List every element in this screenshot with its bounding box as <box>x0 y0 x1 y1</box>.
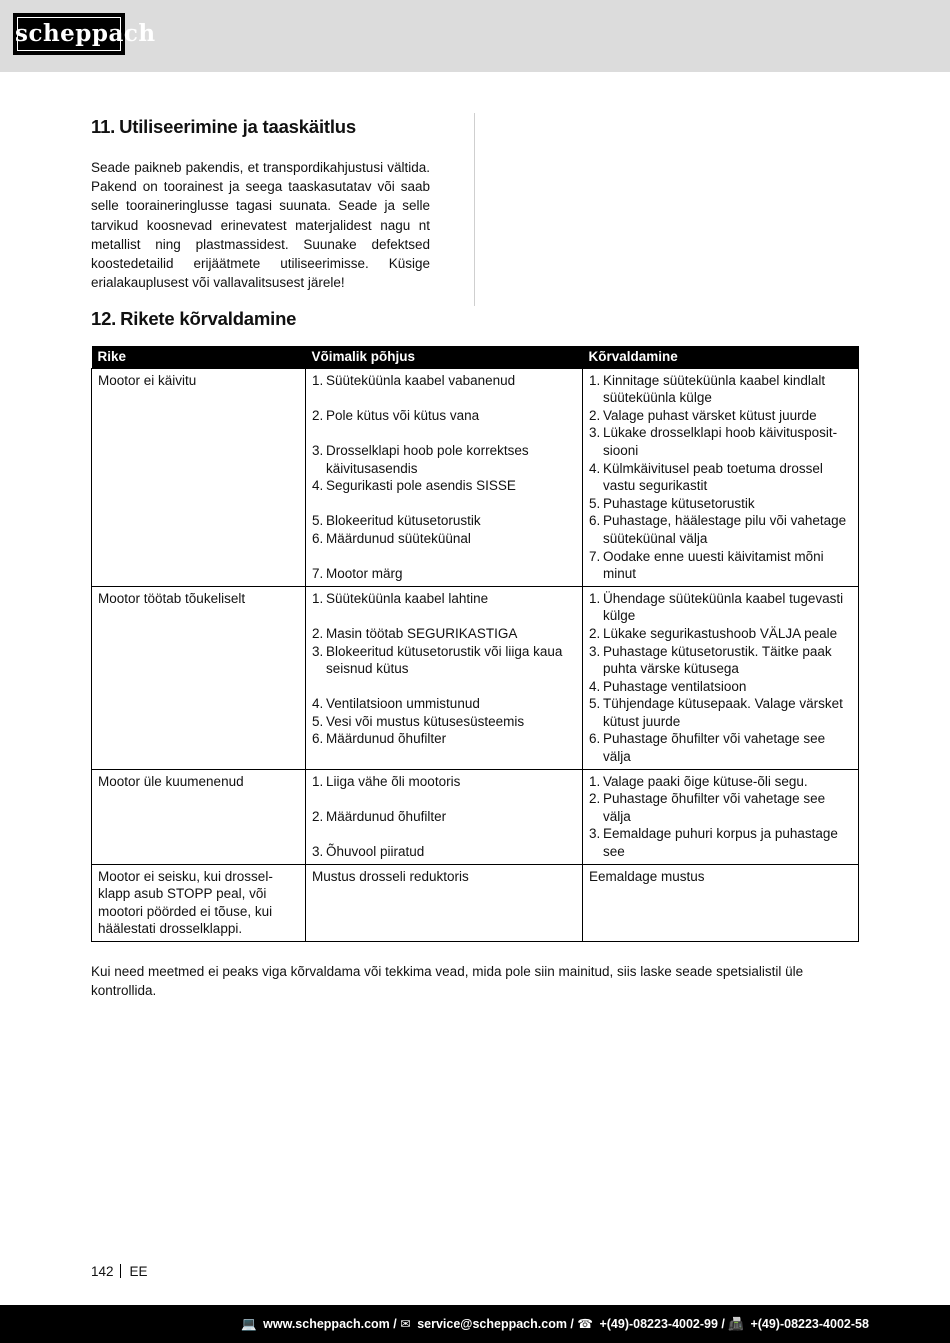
fault-cell: Mootor ei käivitu <box>92 368 306 586</box>
cause-item <box>312 530 576 565</box>
cause-item <box>312 477 576 512</box>
cause-cell <box>306 769 583 864</box>
remedy-text: Puhastage kütusetorustik. Täitke paak puhta värske kütusega <box>603 643 832 677</box>
remedy-item <box>589 825 852 860</box>
footer-email[interactable]: service@scheppach.com / <box>417 1317 574 1331</box>
cause-text: Pole kütus või kütus vana <box>326 407 480 423</box>
cause-number: 2. <box>312 407 324 423</box>
remedy-text: Valage puhast värsket kütust juurde <box>603 407 817 423</box>
cause-number: 6. <box>312 530 324 546</box>
footer-fax: +(49)-08223-4002-58 <box>750 1317 869 1331</box>
section-11-number: 11. <box>91 116 116 137</box>
section-11-body: Seade paikneb pakendis, et transpordikahjustusi vältida. Pakend on toorainest ja seega taaskasutatav või saab selle tooraineringlusse tagasi suunata. Seade ja selle tarvikud koosnevad erinevatest materjalidest nagu nt metallist ning plastmassidest. Suunake defektsed koostedetailid erijäätmete utiliseerimisse. Küsige erialakauplusest või vallavalitsusest järele! <box>91 160 430 291</box>
cause-text: Ventilatsioon ummistunud <box>326 696 480 712</box>
remedy-number: 7. <box>589 548 601 564</box>
remedy-text: Valage paaki õige kütuse-õli segu. <box>603 773 808 789</box>
column-divider <box>474 113 475 306</box>
page-number <box>91 1264 148 1279</box>
remedy-item <box>589 773 852 791</box>
header-band <box>0 0 950 72</box>
cause-cell: Mustus drosseli reduktoris <box>306 864 583 941</box>
cause-number: 2. <box>312 808 324 824</box>
cause-item <box>312 372 576 407</box>
fax-icon: 📠 <box>728 1317 744 1331</box>
cause-text: Määrdunud süüteküünal <box>326 530 471 546</box>
cause-list <box>312 590 576 748</box>
remedy-number: 2. <box>589 625 601 641</box>
fault-cell: Mootor töötab tõukeliselt <box>92 586 306 769</box>
remedy-item <box>589 790 852 825</box>
remedy-item <box>589 590 852 625</box>
section-11-title: Utiliseerimine ja taaskäitlus <box>119 116 356 137</box>
remedy-number: 1. <box>589 590 601 606</box>
remedy-number: 3. <box>589 826 601 842</box>
cause-item <box>312 590 576 625</box>
cause-cell <box>306 586 583 769</box>
header-cause: Võimalik põhjus <box>306 346 583 368</box>
cause-text: Masin töötab SEGURIKASTIGA <box>326 625 518 641</box>
footer-bar <box>0 1305 950 1343</box>
remedy-item <box>589 730 852 765</box>
remedy-list <box>589 773 852 861</box>
cause-item <box>312 843 576 861</box>
cause-text: Drosselklapi hoob pole korrektses käivitusasendis <box>326 442 529 476</box>
cause-cell <box>306 368 583 586</box>
cause-text: Mootor märg <box>326 566 403 582</box>
cause-item <box>312 773 576 808</box>
remedy-item <box>589 407 852 425</box>
cause-number: 1. <box>312 590 324 606</box>
remedy-item <box>589 424 852 459</box>
cause-number: 4. <box>312 478 324 494</box>
cause-number: 2. <box>312 625 324 641</box>
remedy-item <box>589 460 852 495</box>
cause-item <box>312 625 576 643</box>
remedy-item <box>589 695 852 730</box>
cause-text: Määrdunud õhufilter <box>326 731 447 747</box>
cause-item <box>312 565 576 583</box>
cause-list <box>312 372 576 583</box>
cause-list <box>312 773 576 861</box>
cause-number: 5. <box>312 513 324 529</box>
cause-text: Määrdunud õhufilter <box>326 808 447 824</box>
cause-number: 3. <box>312 442 324 458</box>
cause-item <box>312 407 576 442</box>
footer-phone: +(49)-08223-4002-99 / <box>599 1317 725 1331</box>
table-row <box>92 586 859 769</box>
remedy-cell <box>583 769 859 864</box>
section-12-number: 12. <box>91 308 117 329</box>
cause-item <box>312 442 576 477</box>
section-12-heading <box>91 308 296 330</box>
remedy-item <box>589 643 852 678</box>
table-row <box>92 769 859 864</box>
cause-item <box>312 808 576 843</box>
header-remedy: Kõrvaldamine <box>583 346 859 368</box>
fault-cell: Mootor üle kuumenenud <box>92 769 306 864</box>
cause-text: Segurikasti pole asendis SISSE <box>326 478 516 494</box>
cause-item <box>312 730 576 748</box>
remedy-text: Lükake drosselklapi hoob käivituspositsiooni <box>603 425 838 458</box>
cause-number: 4. <box>312 696 324 712</box>
table-row <box>92 368 859 586</box>
remedy-number: 5. <box>589 495 601 511</box>
remedy-number: 3. <box>589 643 601 659</box>
remedy-text: Puhastage ventilatsioon <box>603 678 747 694</box>
remedy-text: Tühjendage kütusepaak. Valage värsket kütust juurde <box>603 696 843 729</box>
remedy-number: 6. <box>589 513 601 529</box>
remedy-number: 1. <box>589 773 601 789</box>
cause-text: Süüteküünla kaabel lahtine <box>326 590 489 606</box>
remedy-text: Külmkäivitusel peab toetuma drossel vastu segurikastit <box>603 460 823 494</box>
cause-number: 1. <box>312 372 324 388</box>
remedy-text: Lükake segurikastushoob VÄLJA peale <box>603 625 838 641</box>
remedy-item <box>589 678 852 696</box>
scheppach-logo: scheppach <box>13 13 125 55</box>
remedy-text: Oodake enne uuesti käivitamist mõni minut <box>603 548 824 582</box>
cause-number: 1. <box>312 773 324 789</box>
cause-text: Liiga vähe õli mootoris <box>326 773 461 789</box>
remedy-item <box>589 512 852 547</box>
remedy-item <box>589 625 852 643</box>
page-language: EE <box>129 1264 148 1279</box>
remedy-text: Eemaldage puhuri korpus ja puhastage see <box>603 826 838 860</box>
remedy-text: Kinnitage süüteküünla kaabel kindlalt süüteküünla külge <box>603 372 826 406</box>
remedy-text: Puhastage õhufilter või vahetage see välja <box>603 791 826 824</box>
cause-item <box>312 695 576 713</box>
troubleshooting-table <box>91 346 859 942</box>
remedy-text: Puhastage kütusetorustik <box>603 495 755 511</box>
cause-number: 5. <box>312 713 324 729</box>
section-12-title: Rikete kõrvaldamine <box>120 308 297 329</box>
cause-item <box>312 512 576 530</box>
remedy-number: 5. <box>589 696 601 712</box>
remedy-cell: Eemaldage mustus <box>583 864 859 941</box>
remedy-number: 6. <box>589 731 601 747</box>
remedy-item <box>589 495 852 513</box>
remedy-text: Ühendage süüteküünla kaabel tugevasti külge <box>603 590 844 624</box>
remedy-number: 4. <box>589 460 601 476</box>
remedy-cell <box>583 368 859 586</box>
footer-web[interactable]: www.scheppach.com / <box>263 1317 397 1331</box>
remedy-list <box>589 590 852 766</box>
remedy-text: Puhastage, häälestage pilu või vahetage süüteküünal välja <box>603 513 847 546</box>
email-icon: ✉ <box>400 1317 411 1331</box>
cause-number: 7. <box>312 566 324 582</box>
cause-text: Vesi või mustus kütusesüsteemis <box>326 713 525 729</box>
remedy-number: 3. <box>589 425 601 441</box>
remedy-list <box>589 372 852 583</box>
table-header-row <box>92 346 859 368</box>
cause-text: Õhuvool piiratud <box>326 844 425 860</box>
page-number-value: 142 <box>91 1264 114 1279</box>
cause-number: 3. <box>312 643 324 659</box>
remedy-number: 4. <box>589 678 601 694</box>
cause-text: Blokeeritud kütusetorustik <box>326 513 481 529</box>
header-fault: Rike <box>92 346 306 368</box>
fault-cell: Mootor ei seisku, kui drosselklapp asub STOPP peal, või mootori pöörded ei tõuse, kui häälestati drosselklappi. <box>92 864 306 941</box>
remedy-text: Puhastage õhufilter või vahetage see välja <box>603 731 826 765</box>
cause-text: Süüteküünla kaabel vabanenud <box>326 372 516 388</box>
remedy-number: 2. <box>589 407 601 423</box>
section-11-heading <box>91 116 356 138</box>
cause-text: Blokeeritud kütusetorustik või liiga kaua seisnud kütus <box>326 643 563 677</box>
phone-icon: ☎ <box>577 1317 593 1331</box>
remedy-number: 1. <box>589 372 601 388</box>
cause-item <box>312 643 576 696</box>
closing-note: Kui need meetmed ei peaks viga kõrvaldama või tekkima vead, mida pole siin mainitud, siis laske seade spetsialistil üle kontrollida. <box>91 964 804 999</box>
computer-icon: 💻 <box>241 1317 257 1331</box>
remedy-cell <box>583 586 859 769</box>
remedy-item <box>589 548 852 583</box>
table-row <box>92 864 859 941</box>
cause-number: 3. <box>312 844 324 860</box>
cause-number: 6. <box>312 731 324 747</box>
remedy-number: 2. <box>589 791 601 807</box>
remedy-item <box>589 372 852 407</box>
cause-item <box>312 713 576 731</box>
